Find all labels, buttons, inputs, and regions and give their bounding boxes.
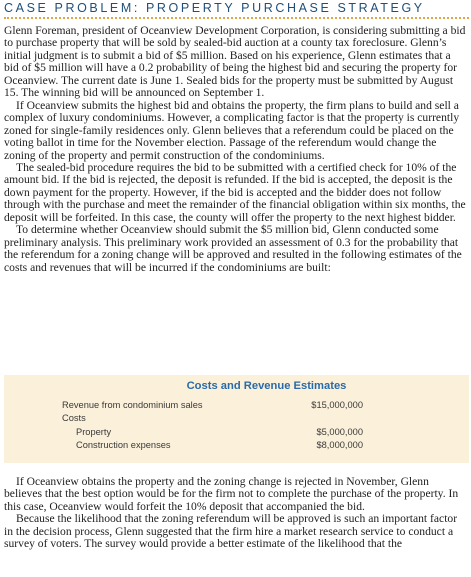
costs-revenue-table	[4, 375, 469, 463]
paragraph-3: The sealed-bid procedure requires the bid to be submitted with a certified check for 10% of the amount bid. If the bid is rejected, the deposit is refunded. If the bid is accepted, the deposit is the down payment for the property. However, if the bid is accepted and the bidder does not follow through with the purchase and meet the remainder of the financial obligation within six months, the deposit will be forfeited. In this case, the county will offer the property to the next highest bidder.	[4, 160, 466, 224]
case-text-bottom	[4, 476, 466, 551]
case-problem-title: CASE PROBLEM: PROPERTY PURCHASE STRATEGY	[4, 1, 425, 15]
paragraph-4: To determine whether Oceanview should submit the $5 million bid, Glenn conducted some preliminary analysis. This preliminary work provided an assessment of 0.3 for the probability that the referendum for a zoning change will be approved and resulted in the following estimates of the costs and revenues that will be incurred if the condominiums are built:	[4, 223, 462, 274]
property-value: $5,000,000	[316, 427, 363, 437]
case-text-top	[4, 25, 466, 274]
title-dotted-rule	[4, 17, 469, 19]
paragraph-1: Glenn Foreman, president of Oceanview Development Corporation, is considering submitting a bid to purchase property that will be sold by sealed-bid auction at a county tax foreclosure. Glenn’s initial judgment is to submit a bid of $5 million. Based on his experience, Glenn estimates that a bid of $5 million will have a 0.2 probability of being the highest bid and securing the property for Oceanview. The current date is June 1. Sealed bids for the property must be submitted by August 15. The winning bid will be announced on September 1.	[4, 24, 466, 100]
construction-value: $8,000,000	[316, 440, 363, 450]
costs-label: Costs	[62, 413, 86, 423]
construction-label: Construction expenses	[76, 440, 171, 450]
property-label: Property	[76, 427, 112, 437]
revenue-label: Revenue from condominium sales	[62, 400, 203, 410]
estimates-title: Costs and Revenue Estimates	[186, 380, 347, 392]
revenue-value: $15,000,000	[311, 400, 363, 410]
paragraph-5: If Oceanview obtains the property and the zoning change is rejected in November, Glenn believes that the best option would be for the firm not to complete the purchase of the property. In this case, Oceanview would forfeit the 10% deposit that accompanied the bid.	[4, 475, 459, 513]
paragraph-6: Because the likelihood that the zoning referendum will be approved is such an important factor in the decision process, Glenn suggested that the firm hire a market research service to conduct a survey of voters. The survey would provide a better estimate of the likelihood that the	[4, 512, 458, 551]
paragraph-2: If Oceanview submits the highest bid and obtains the property, the firm plans to build and sell a complex of luxury condominiums. However, a complicating factor is that the property is currently zoned for single-family residences only. Glenn believes that a referendum could be placed on the voting ballot in time for the November election. Passage of the referendum would change the zoning of the property and permit construction of the condominiums.	[4, 98, 460, 162]
